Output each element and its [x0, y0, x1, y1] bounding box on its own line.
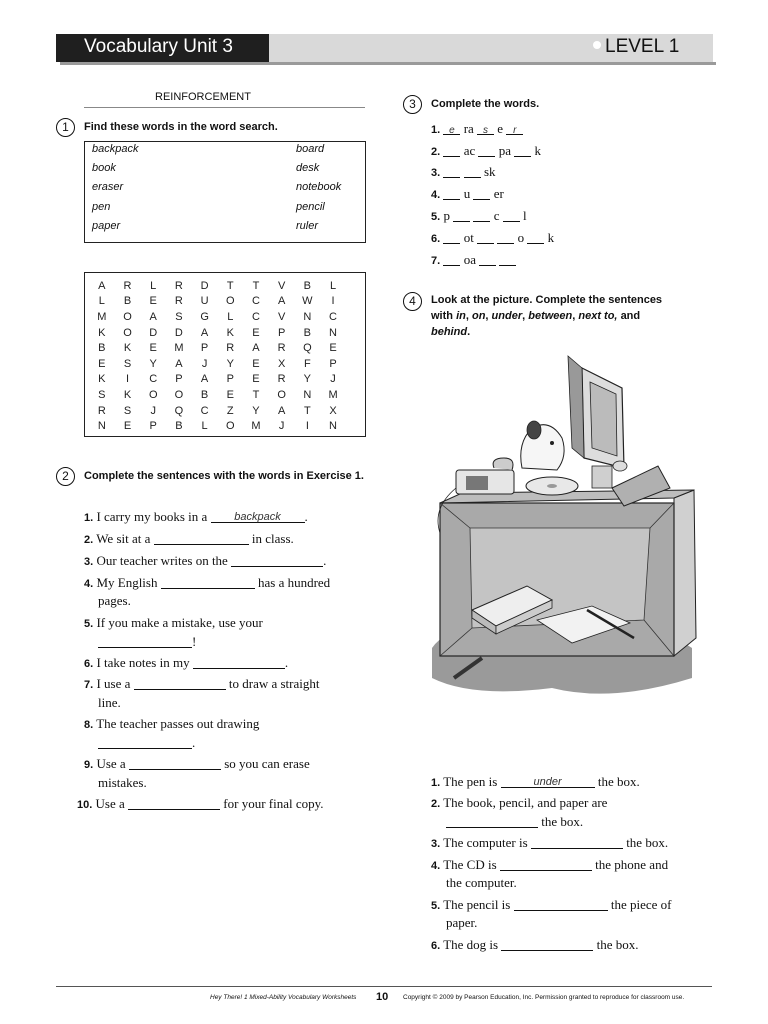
- sentence: 10. Use a for your final copy.: [77, 796, 324, 811]
- grid-letter[interactable]: T: [252, 279, 260, 292]
- grid-letter[interactable]: D: [200, 279, 209, 292]
- box-side: [674, 490, 696, 656]
- grid-letter[interactable]: P: [226, 373, 234, 386]
- word-search-grid: [84, 272, 366, 437]
- grid-letter[interactable]: T: [252, 388, 260, 401]
- grid-letter[interactable]: T: [226, 279, 234, 292]
- grid-letter[interactable]: E: [329, 342, 337, 355]
- grid-letter[interactable]: A: [200, 373, 209, 386]
- grid-letter[interactable]: K: [123, 342, 132, 355]
- sentence: 3. Our teacher writes on the .: [84, 553, 327, 568]
- grid-letter[interactable]: C: [329, 310, 337, 323]
- word-item: 6. ot o k: [431, 230, 555, 245]
- level-text: LEVEL 1: [605, 36, 680, 57]
- grid-letter[interactable]: B: [303, 326, 312, 339]
- exercise-number: 2: [56, 467, 75, 486]
- grid-row: [89, 418, 346, 434]
- grid-letter[interactable]: D: [174, 326, 183, 339]
- grid-letter[interactable]: Q: [303, 342, 312, 355]
- grid-letter[interactable]: K: [98, 373, 106, 386]
- letter-blank[interactable]: [443, 166, 460, 178]
- grid-letter[interactable]: J: [201, 357, 208, 370]
- grid-letter[interactable]: K: [226, 326, 234, 339]
- letter-blank[interactable]: [478, 145, 495, 157]
- grid-letter[interactable]: P: [175, 373, 183, 386]
- grid-letter[interactable]: N: [97, 420, 106, 433]
- sentence-cont: !: [98, 632, 196, 651]
- answer-blank[interactable]: [514, 898, 608, 911]
- sentence-cont: paper.: [446, 915, 478, 930]
- grid-letter[interactable]: S: [98, 388, 106, 401]
- sentence-cont: pages.: [98, 593, 131, 608]
- letter-blank[interactable]: [443, 145, 460, 157]
- grid-letter[interactable]: E: [123, 420, 132, 433]
- grid-letter[interactable]: O: [226, 420, 235, 433]
- answer-blank[interactable]: [531, 836, 623, 849]
- footer-divider: [56, 986, 712, 987]
- sentence: 9. Use a so you can erase: [84, 756, 310, 771]
- grid-letter[interactable]: I: [305, 420, 309, 433]
- grid-letter[interactable]: P: [277, 326, 286, 339]
- grid-row: [89, 340, 346, 356]
- grid-letter[interactable]: I: [331, 295, 335, 308]
- sentence-cont: mistakes.: [98, 775, 147, 790]
- letter-blank[interactable]: [443, 232, 460, 244]
- word-item: 5. p c l: [431, 208, 527, 223]
- grid-letter[interactable]: N: [329, 420, 337, 433]
- word-item: 7. oa: [431, 250, 516, 271]
- grid-letter[interactable]: P: [329, 357, 337, 370]
- answer-blank[interactable]: [134, 677, 226, 690]
- grid-letter[interactable]: Y: [303, 373, 312, 386]
- grid-row: [89, 278, 346, 294]
- grid-letter[interactable]: E: [149, 295, 157, 308]
- letter-blank[interactable]: [514, 145, 531, 157]
- header-shadow: [60, 62, 716, 65]
- letter-blank[interactable]: [527, 232, 544, 244]
- footer-book-title: Hey There! 1 Mixed-Ability Vocabulary Worksheets: [210, 994, 357, 1001]
- grid-letter[interactable]: R: [174, 279, 183, 292]
- word-list-item: paper: [92, 220, 121, 232]
- grid-letter[interactable]: R: [277, 342, 286, 355]
- word-list-item: eraser: [92, 181, 124, 193]
- sentence: 8. The teacher passes out drawing: [84, 716, 260, 731]
- grid-letter[interactable]: A: [200, 326, 209, 339]
- answer-blank[interactable]: [154, 532, 249, 545]
- word-item: 4. u er: [431, 186, 504, 201]
- grid-letter[interactable]: O: [277, 388, 286, 401]
- exercise-4-instruction: Look at the picture. Complete the sentences with in, on, under, between, next to, and behind.: [431, 294, 663, 338]
- answer-blank[interactable]: [98, 635, 192, 648]
- word-list-item: ruler: [296, 220, 319, 232]
- grid-letter[interactable]: A: [277, 404, 286, 417]
- letter-blank[interactable]: r: [506, 123, 523, 135]
- grid-letter[interactable]: C: [251, 295, 260, 308]
- answer-blank[interactable]: under: [501, 775, 595, 788]
- sentence: 4. My English has a hundred: [84, 575, 331, 590]
- sentence: 4. The CD is the phone and: [431, 857, 669, 872]
- grid-letter[interactable]: M: [251, 420, 261, 433]
- word-item: 2. ac pa k: [431, 143, 542, 158]
- grid-letter[interactable]: Z: [226, 404, 234, 417]
- letter-blank[interactable]: s: [477, 123, 494, 135]
- grid-letter[interactable]: N: [303, 310, 312, 323]
- section-label: REINFORCEMENT: [155, 91, 251, 103]
- word-list-item: pen: [92, 201, 111, 213]
- grid-letter[interactable]: K: [123, 388, 132, 401]
- letter-blank[interactable]: [497, 232, 514, 244]
- grid-row: [89, 387, 346, 403]
- sentence-cont: .: [98, 733, 195, 752]
- grid-letter[interactable]: Y: [226, 357, 234, 370]
- mouse: [613, 461, 627, 471]
- footer-copyright: Copyright © 2009 by Pearson Education, Inc. Permission granted to reproduce for classroom use.: [403, 994, 685, 1001]
- grid-row: [89, 403, 346, 419]
- grid-letter[interactable]: E: [149, 342, 157, 355]
- letter-blank[interactable]: [443, 254, 460, 266]
- letter-blank[interactable]: e: [443, 123, 460, 135]
- answer-blank[interactable]: [501, 938, 593, 951]
- grid-row: [89, 372, 346, 388]
- answer-blank[interactable]: [128, 797, 220, 810]
- letter-blank[interactable]: [453, 210, 470, 222]
- grid-letter[interactable]: R: [226, 342, 235, 355]
- grid-letter[interactable]: L: [150, 279, 157, 292]
- grid-letter[interactable]: L: [227, 310, 234, 323]
- grid-letter[interactable]: L: [329, 279, 337, 292]
- grid-letter[interactable]: S: [175, 310, 183, 323]
- sentence: 2. We sit at a in class.: [84, 531, 294, 546]
- grid-letter[interactable]: B: [200, 388, 209, 401]
- exercise-3-instruction: Complete the words.: [431, 98, 540, 110]
- grid-letter[interactable]: P: [149, 420, 157, 433]
- grid-letter[interactable]: J: [330, 373, 336, 386]
- word-list-item: backpack: [92, 143, 139, 155]
- word-list-item: notebook: [296, 181, 342, 193]
- grid-letter[interactable]: V: [277, 310, 286, 323]
- grid-letter[interactable]: M: [174, 342, 184, 355]
- grid-row: [89, 356, 346, 372]
- grid-letter[interactable]: R: [174, 295, 183, 308]
- answer-blank[interactable]: [98, 736, 192, 749]
- grid-letter[interactable]: A: [175, 357, 183, 370]
- sentence: 6. The dog is the box.: [431, 937, 639, 952]
- sentence: 3. The computer is the box.: [431, 835, 669, 850]
- grid-letter[interactable]: E: [252, 326, 260, 339]
- grid-letter[interactable]: I: [126, 373, 130, 386]
- answer-blank[interactable]: backpack: [211, 510, 305, 523]
- word-list-item: pencil: [296, 201, 325, 213]
- grid-letter[interactable]: O: [123, 310, 132, 323]
- page-title: Vocabulary Unit 3: [84, 36, 233, 57]
- answer-blank[interactable]: [129, 757, 221, 770]
- grid-letter[interactable]: R: [277, 373, 286, 386]
- grid-letter[interactable]: B: [123, 295, 132, 308]
- grid-letter[interactable]: D: [149, 326, 158, 339]
- sentence: 2. The book, pencil, and paper are: [431, 795, 608, 810]
- grid-letter[interactable]: K: [98, 326, 106, 339]
- sentence: 1. I carry my books in a backpack .: [84, 509, 308, 524]
- grid-letter[interactable]: L: [98, 295, 105, 308]
- grid-letter[interactable]: M: [328, 388, 338, 401]
- word-item: 3. sk: [431, 164, 496, 179]
- letter-blank[interactable]: [473, 188, 490, 200]
- answer-blank[interactable]: [446, 815, 538, 828]
- sentence-cont: the box.: [446, 812, 583, 831]
- exercise-number: 4: [403, 292, 422, 311]
- grid-letter[interactable]: J: [150, 404, 156, 417]
- grid-letter[interactable]: O: [226, 295, 235, 308]
- answer-blank[interactable]: [231, 554, 323, 567]
- grid-letter[interactable]: V: [277, 279, 286, 292]
- grid-letter[interactable]: M: [97, 310, 107, 323]
- answer-blank[interactable]: [193, 656, 285, 669]
- grid-row: [89, 309, 346, 325]
- exercise-number: 3: [403, 95, 422, 114]
- sentence-cont: line.: [98, 695, 121, 710]
- exercise-2-instruction: Complete the sentences with the words in Exercise 1.: [84, 470, 364, 482]
- grid-letter[interactable]: E: [98, 357, 106, 370]
- grid-letter[interactable]: P: [200, 342, 209, 355]
- grid-letter[interactable]: O: [123, 326, 132, 339]
- letter-blank[interactable]: [473, 210, 490, 222]
- grid-letter[interactable]: L: [201, 420, 208, 433]
- word-search-table: [89, 278, 346, 434]
- sentence: 5. The pencil is the piece of: [431, 897, 672, 912]
- answer-blank[interactable]: [500, 858, 592, 871]
- grid-letter[interactable]: R: [123, 279, 132, 292]
- grid-row: [89, 325, 346, 341]
- letter-blank[interactable]: [464, 166, 481, 178]
- grid-letter[interactable]: E: [226, 388, 234, 401]
- grid-letter[interactable]: B: [175, 420, 183, 433]
- grid-letter[interactable]: F: [303, 357, 311, 370]
- grid-letter[interactable]: E: [252, 373, 260, 386]
- grid-letter[interactable]: C: [200, 404, 209, 417]
- letter-blank[interactable]: [477, 232, 494, 244]
- grid-letter[interactable]: T: [303, 404, 311, 417]
- grid-letter[interactable]: X: [329, 404, 337, 417]
- sentence: 6. I take notes in my .: [84, 655, 289, 670]
- grid-letter[interactable]: Y: [252, 404, 260, 417]
- grid-letter[interactable]: G: [200, 310, 209, 323]
- letter-blank[interactable]: [443, 188, 460, 200]
- grid-letter[interactable]: C: [251, 310, 260, 323]
- grid-letter[interactable]: A: [149, 310, 157, 323]
- grid-letter[interactable]: B: [98, 342, 106, 355]
- word-item: 1. e ra s e r: [431, 119, 523, 140]
- word-list-item: book: [92, 162, 116, 174]
- grid-letter[interactable]: R: [97, 404, 106, 417]
- letter-blank[interactable]: [499, 254, 516, 266]
- classroom-illustration: [412, 348, 712, 768]
- answer-blank[interactable]: [161, 576, 255, 589]
- grid-letter[interactable]: S: [123, 404, 132, 417]
- grid-letter[interactable]: N: [329, 326, 337, 339]
- grid-letter[interactable]: S: [123, 357, 132, 370]
- word-list-item: board: [296, 143, 325, 155]
- grid-row: [89, 294, 346, 310]
- word-list-box: [84, 141, 366, 243]
- sentence-cont: the computer.: [446, 875, 517, 890]
- letter-blank[interactable]: [503, 210, 520, 222]
- grid-letter[interactable]: U: [200, 295, 209, 308]
- letter-blank[interactable]: [479, 254, 496, 266]
- grid-letter[interactable]: E: [252, 357, 260, 370]
- grid-letter[interactable]: O: [174, 388, 184, 401]
- grid-letter[interactable]: O: [148, 388, 158, 401]
- sentence: 1. The pen is under the box.: [431, 774, 640, 789]
- grid-letter[interactable]: Q: [174, 404, 184, 417]
- grid-letter[interactable]: C: [149, 373, 158, 386]
- sentence: 7. I use a to draw a straight: [84, 676, 320, 691]
- grid-letter[interactable]: A: [277, 295, 286, 308]
- grid-letter[interactable]: A: [98, 279, 106, 292]
- exercise-1-instruction: Find these words in the word search.: [84, 121, 278, 133]
- grid-letter[interactable]: Y: [149, 357, 157, 370]
- sentence: 5. If you make a mistake, use your: [84, 615, 263, 630]
- keyboard: [612, 466, 670, 506]
- grid-letter[interactable]: X: [277, 357, 286, 370]
- page-number: 10: [376, 991, 389, 1003]
- divider: [84, 107, 365, 108]
- grid-letter[interactable]: N: [303, 388, 312, 401]
- grid-letter[interactable]: J: [278, 420, 285, 433]
- level-label: [593, 36, 679, 58]
- word-list-item: desk: [296, 162, 320, 174]
- exercise-number: 1: [56, 118, 75, 137]
- grid-letter[interactable]: A: [252, 342, 260, 355]
- grid-letter[interactable]: B: [303, 279, 312, 292]
- grid-letter[interactable]: W: [302, 295, 313, 308]
- bullet-icon: [593, 41, 601, 49]
